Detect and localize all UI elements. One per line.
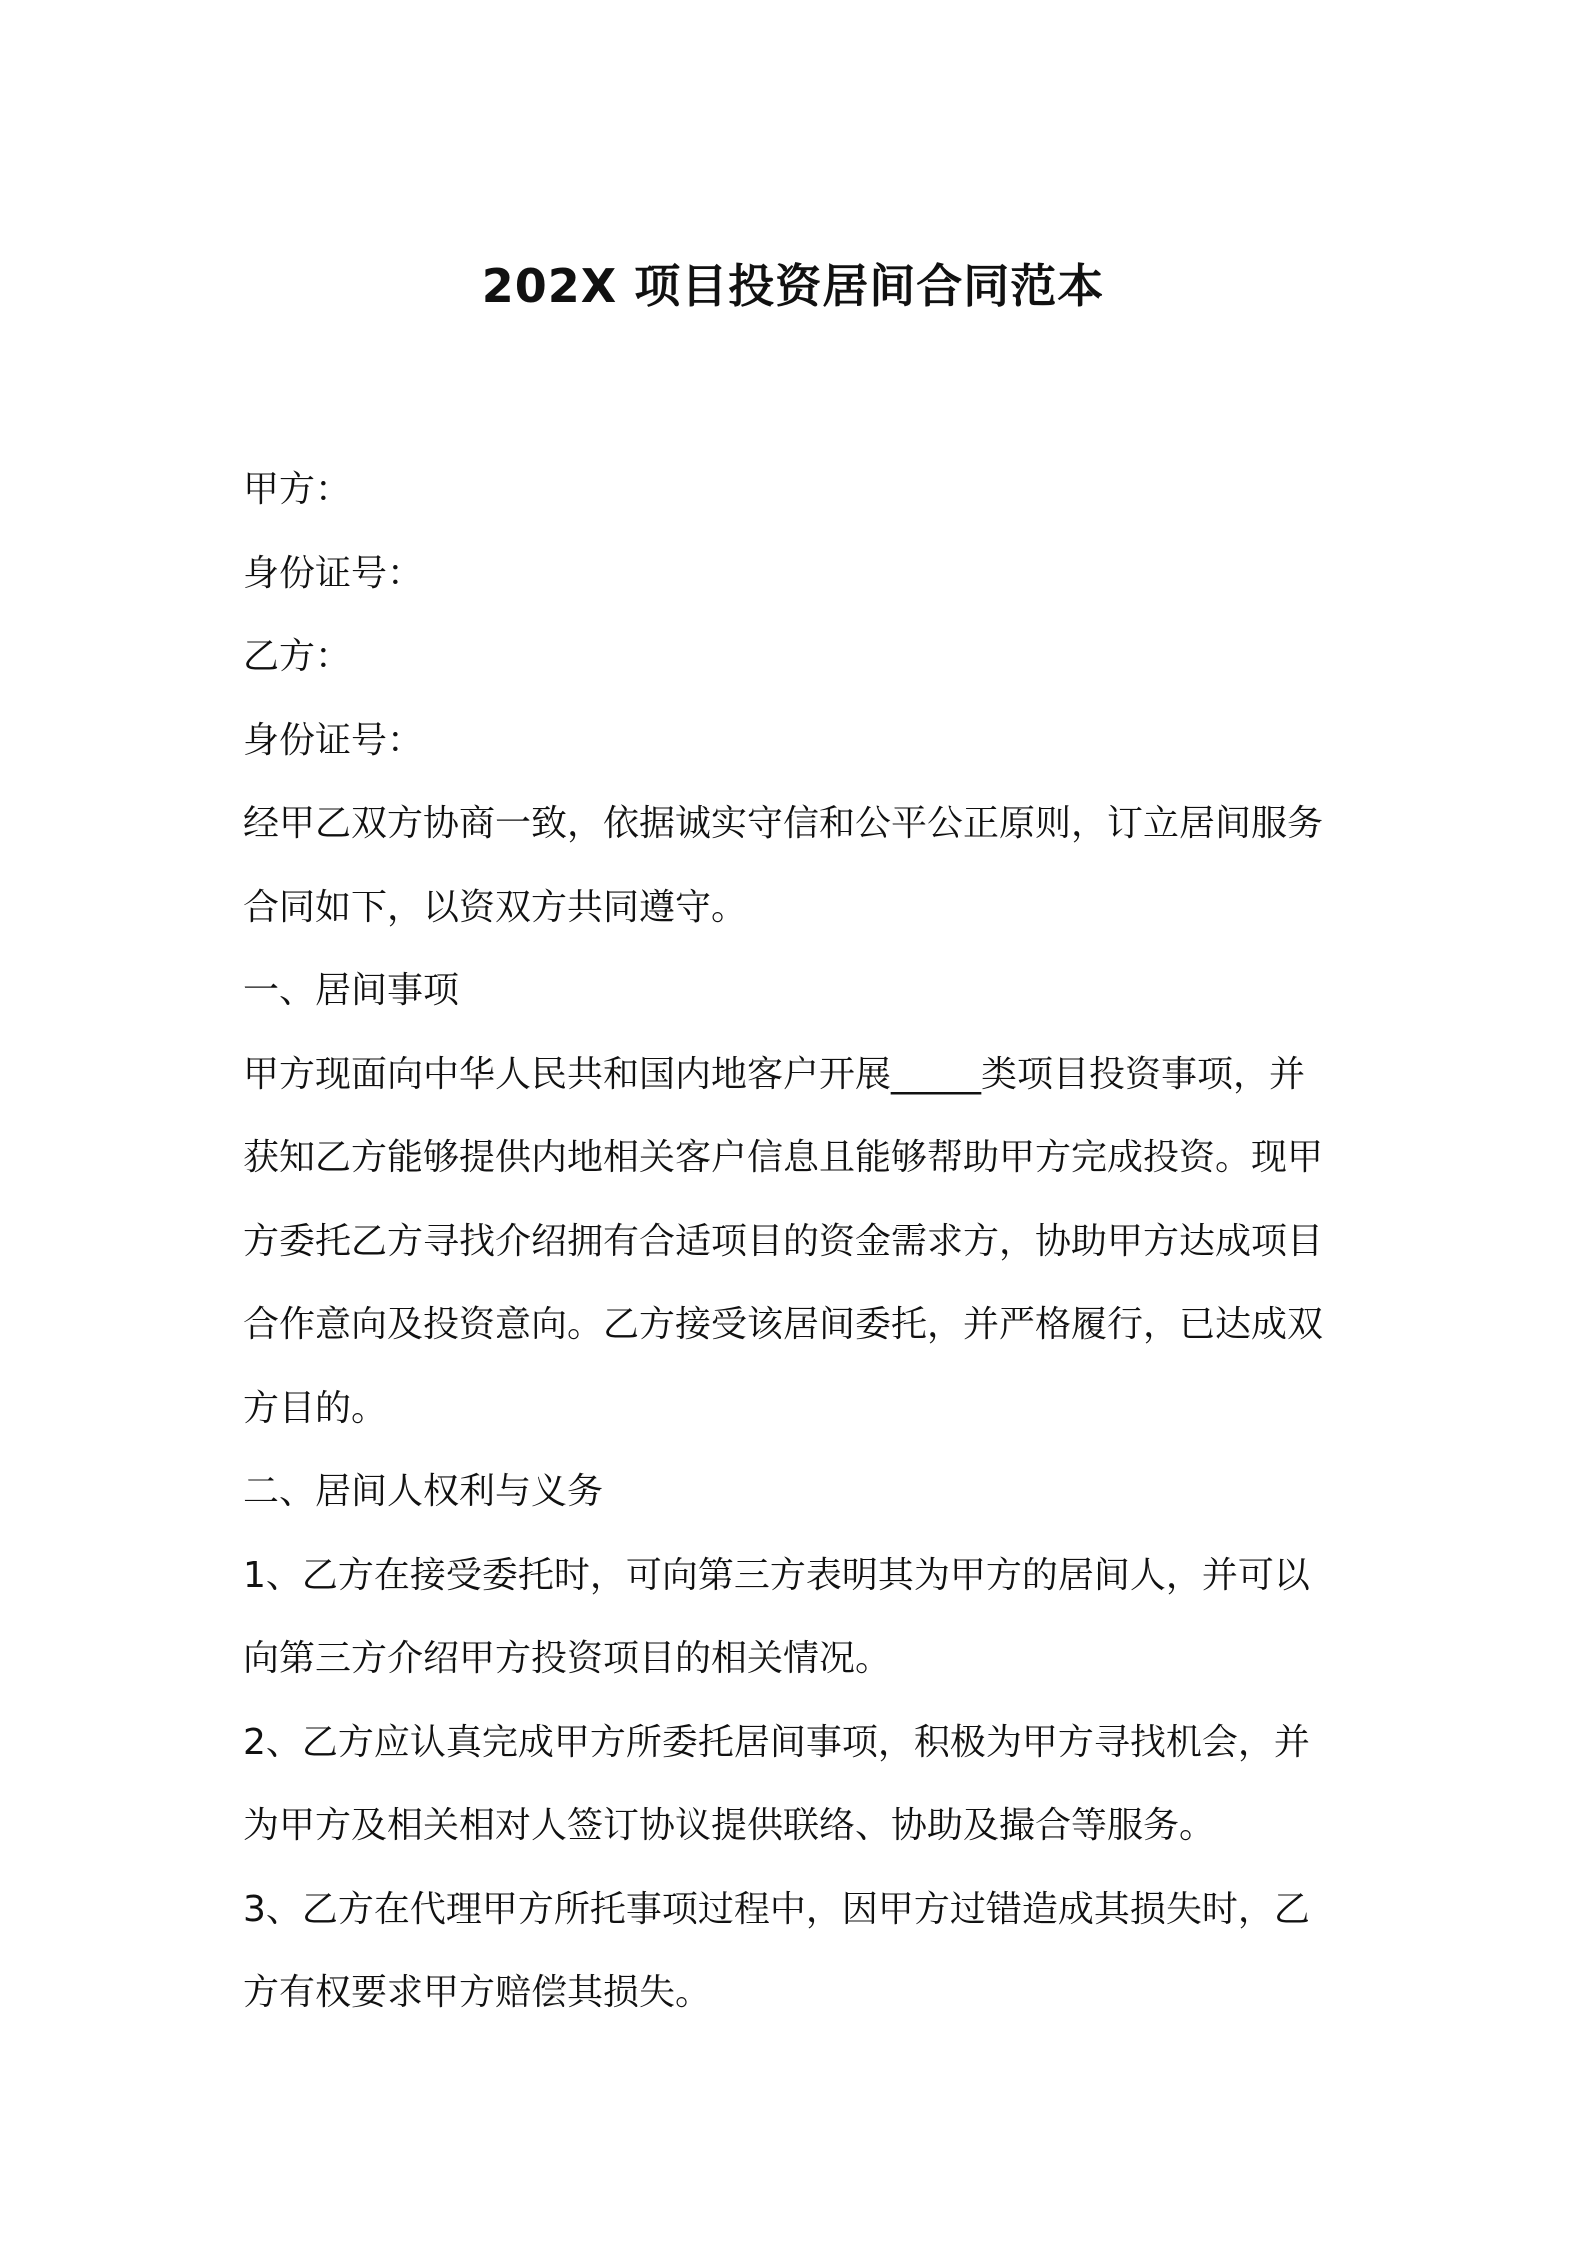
party-a-id-field: 身份证号： <box>243 552 424 594</box>
clause-1-line-2: 向第三方介绍甲方投资项目的相关情况。 <box>243 1638 892 1679</box>
section-1-line-3: 方委托乙方寻找介绍拥有合适项目的资金需求方，协助甲方达成项目 <box>243 1220 1324 1262</box>
intro-line-1: 经甲乙双方协商一致，依据诚实守信和公平公正原则，订立居间服务 <box>243 803 1324 844</box>
section-1-line-5: 方目的。 <box>243 1387 388 1429</box>
section-1-line-4: 合作意向及投资意向。乙方接受该居间委托，并严格履行，已达成双 <box>243 1304 1324 1345</box>
clause-3-line-1: 3、乙方在代理甲方所托事项过程中，因甲方过错造成其损失时，乙 <box>243 1888 1310 1930</box>
clause-2-line-2: 为甲方及相关相对人签订协议提供联络、协助及撮合等服务。 <box>243 1805 1216 1846</box>
clause-1-line-1: 1、乙方在接受委托时，可向第三方表明其为甲方的居间人，并可以 <box>243 1554 1310 1596</box>
section-1-line-2: 获知乙方能够提供内地相关客户信息且能够帮助甲方完成投资。现甲 <box>243 1137 1324 1178</box>
party-a-field: 甲方： <box>243 469 352 510</box>
section-1-line-1: 甲方现面向中华人民共和国内地客户开展_____类项目投资事项，并 <box>243 1053 1306 1095</box>
section-heading-1: 一、居间事项 <box>243 970 460 1011</box>
document-body <box>243 448 1353 2035</box>
party-b-id-field: 身份证号： <box>243 719 424 761</box>
party-b-field: 乙方： <box>243 636 352 677</box>
clause-2-line-1: 2、乙方应认真完成甲方所委托居间事项，积极为甲方寻找机会，并 <box>243 1721 1310 1763</box>
section-heading-2: 二、居间人权利与义务 <box>243 1471 604 1512</box>
clause-3-line-2: 方有权要求甲方赔偿其损失。 <box>243 1972 712 2013</box>
intro-line-2: 合同如下，以资双方共同遵守。 <box>243 886 748 928</box>
document-title: 202X 项目投资居间合同范本 <box>481 259 1105 313</box>
